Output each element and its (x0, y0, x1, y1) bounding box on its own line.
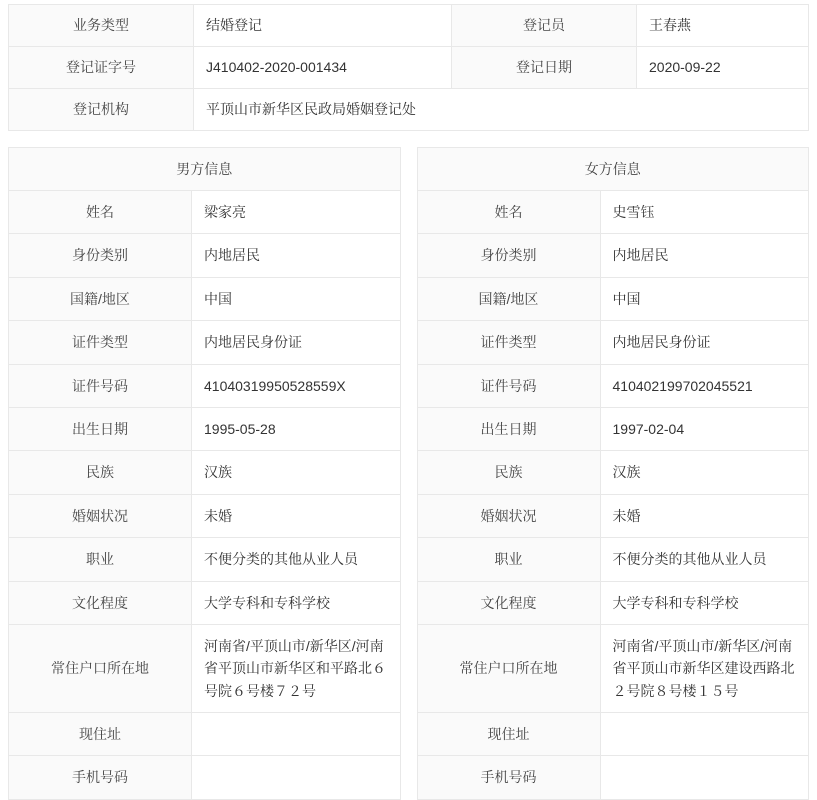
male-info-title: 男方信息 (8, 147, 401, 190)
agency-label: 登记机构 (9, 89, 194, 131)
female-marital-status-label: 婚姻状况 (417, 494, 600, 537)
female-info-table (417, 190, 810, 800)
male-phone-label: 手机号码 (9, 756, 192, 799)
female-nationality-value: 中国 (600, 277, 809, 320)
table-row (9, 451, 401, 494)
table-row (417, 234, 809, 277)
male-nationality-value: 中国 (192, 277, 401, 320)
male-id-type-value: 内地居民身份证 (192, 321, 401, 364)
certificate-number-label: 登记证字号 (9, 47, 194, 89)
table-row (9, 321, 401, 364)
male-current-address-value (192, 713, 401, 756)
table-row (417, 538, 809, 581)
male-current-address-label: 现住址 (9, 713, 192, 756)
table-row (9, 624, 401, 712)
table-row (417, 407, 809, 450)
registration-date-label: 登记日期 (452, 47, 637, 89)
registration-date-value: 2020-09-22 (637, 47, 809, 89)
table-row (9, 494, 401, 537)
female-id-number-label: 证件号码 (417, 364, 600, 407)
table-row (9, 756, 401, 799)
male-identity-type-label: 身份类别 (9, 234, 192, 277)
agency-value: 平顶山市新华区民政局婚姻登记处 (194, 89, 809, 131)
table-row (417, 494, 809, 537)
male-id-number-value: 41040319950528559X (192, 364, 401, 407)
table-row (9, 47, 809, 89)
female-nationality-label: 国籍/地区 (417, 277, 600, 320)
male-name-value: 梁家亮 (192, 191, 401, 234)
male-household-address-value: 河南省/平顶山市/新华区/河南省平顶山市新华区和平路北６号院６号楼７２号 (192, 624, 401, 712)
male-info-table (8, 190, 401, 800)
female-ethnicity-label: 民族 (417, 451, 600, 494)
table-row (9, 234, 401, 277)
certificate-number-value: J410402-2020-001434 (194, 47, 452, 89)
table-row (9, 364, 401, 407)
male-identity-type-value: 内地居民 (192, 234, 401, 277)
table-row (9, 581, 401, 624)
female-info-title: 女方信息 (417, 147, 810, 190)
female-identity-type-label: 身份类别 (417, 234, 600, 277)
registrar-value: 王春燕 (637, 5, 809, 47)
business-type-value: 结婚登记 (194, 5, 452, 47)
male-occupation-value: 不便分类的其他从业人员 (192, 538, 401, 581)
table-row (417, 756, 809, 799)
table-row (9, 191, 401, 234)
male-nationality-label: 国籍/地区 (9, 277, 192, 320)
table-row (417, 581, 809, 624)
female-occupation-label: 职业 (417, 538, 600, 581)
male-marital-status-value: 未婚 (192, 494, 401, 537)
table-row (9, 5, 809, 47)
table-row (417, 624, 809, 712)
female-info-panel (417, 147, 810, 800)
female-phone-label: 手机号码 (417, 756, 600, 799)
female-occupation-value: 不便分类的其他从业人员 (600, 538, 809, 581)
table-row (9, 713, 401, 756)
summary-section (8, 4, 809, 131)
male-id-type-label: 证件类型 (9, 321, 192, 364)
female-household-address-value: 河南省/平顶山市/新华区/河南省平顶山市新华区建设西路北２号院８号楼１５号 (600, 624, 809, 712)
business-type-label: 业务类型 (9, 5, 194, 47)
female-name-value: 史雪钰 (600, 191, 809, 234)
parties-section (8, 147, 809, 800)
male-ethnicity-label: 民族 (9, 451, 192, 494)
female-birthdate-value: 1997-02-04 (600, 407, 809, 450)
female-phone-value (600, 756, 809, 799)
table-row (9, 538, 401, 581)
table-row (417, 713, 809, 756)
female-education-label: 文化程度 (417, 581, 600, 624)
female-ethnicity-value: 汉族 (600, 451, 809, 494)
female-identity-type-value: 内地居民 (600, 234, 809, 277)
table-row (9, 89, 809, 131)
table-row (9, 277, 401, 320)
male-occupation-label: 职业 (9, 538, 192, 581)
female-marital-status-value: 未婚 (600, 494, 809, 537)
male-marital-status-label: 婚姻状况 (9, 494, 192, 537)
table-row (417, 277, 809, 320)
male-household-address-label: 常住户口所在地 (9, 624, 192, 712)
female-current-address-label: 现住址 (417, 713, 600, 756)
male-birthdate-value: 1995-05-28 (192, 407, 401, 450)
male-info-panel (8, 147, 401, 800)
female-household-address-label: 常住户口所在地 (417, 624, 600, 712)
table-row (417, 364, 809, 407)
summary-table (8, 4, 809, 131)
registrar-label: 登记员 (452, 5, 637, 47)
female-id-type-label: 证件类型 (417, 321, 600, 364)
male-education-value: 大学专科和专科学校 (192, 581, 401, 624)
female-current-address-value (600, 713, 809, 756)
table-row (417, 451, 809, 494)
male-name-label: 姓名 (9, 191, 192, 234)
female-education-value: 大学专科和专科学校 (600, 581, 809, 624)
male-phone-value (192, 756, 401, 799)
male-id-number-label: 证件号码 (9, 364, 192, 407)
female-name-label: 姓名 (417, 191, 600, 234)
table-row (417, 191, 809, 234)
table-row (417, 321, 809, 364)
male-ethnicity-value: 汉族 (192, 451, 401, 494)
female-birthdate-label: 出生日期 (417, 407, 600, 450)
male-education-label: 文化程度 (9, 581, 192, 624)
table-row (9, 407, 401, 450)
female-id-type-value: 内地居民身份证 (600, 321, 809, 364)
female-id-number-value: 410402199702045521 (600, 364, 809, 407)
male-birthdate-label: 出生日期 (9, 407, 192, 450)
